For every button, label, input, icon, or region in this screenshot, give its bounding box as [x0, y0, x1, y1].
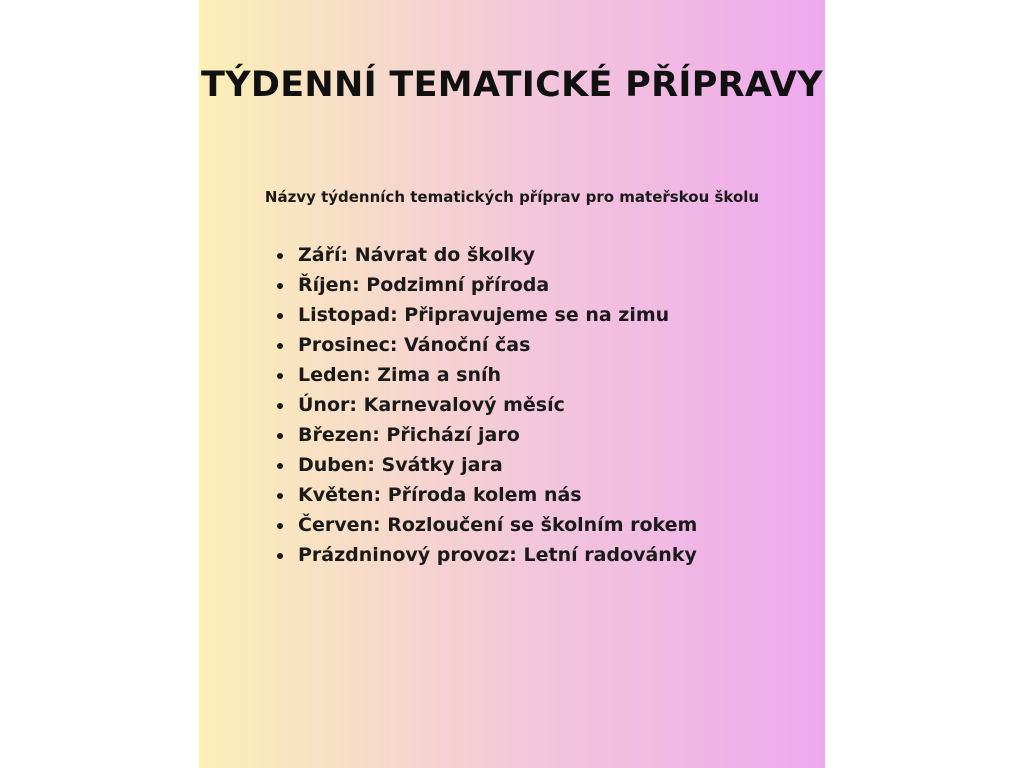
month-theme-list [271, 240, 697, 570]
list-item-text: Říjen: Podzimní příroda [298, 274, 550, 296]
bullet-icon [277, 403, 283, 409]
bullet-icon [277, 553, 283, 559]
bullet-icon [277, 523, 283, 529]
bullet-icon [277, 493, 283, 499]
list-item [271, 390, 697, 420]
list-item [271, 540, 697, 570]
bullet-icon [277, 253, 283, 259]
document-page [199, 0, 825, 768]
bullet-icon [277, 343, 283, 349]
bullet-icon [277, 313, 283, 319]
bullet-icon [277, 433, 283, 439]
list-item [271, 240, 697, 270]
list-item-text: Červen: Rozloučení se školním rokem [298, 514, 698, 536]
bullet-icon [277, 283, 283, 289]
page-subtitle: Názvy týdenních tematických příprav pro mateřskou školu [264, 188, 760, 206]
list-item [271, 420, 697, 450]
list-item-text: Květen: Příroda kolem nás [298, 484, 582, 506]
list-item [271, 360, 697, 390]
list-item [271, 300, 697, 330]
list-item [271, 480, 697, 510]
list-item-text: Únor: Karnevalový měsíc [298, 394, 565, 416]
list-item-text: Duben: Svátky jara [298, 454, 503, 476]
list-item-text: Září: Návrat do školky [298, 244, 535, 266]
list-item-text: Březen: Přichází jaro [298, 424, 520, 446]
list-item [271, 330, 697, 360]
list-item [271, 450, 697, 480]
bullet-icon [277, 373, 283, 379]
list-item [271, 270, 697, 300]
list-item-text: Prázdninový provoz: Letní radovánky [298, 544, 697, 566]
list-item-text: Prosinec: Vánoční čas [298, 334, 531, 356]
list-item-text: Leden: Zima a sníh [298, 364, 502, 386]
page-title: TÝDENNÍ TEMATICKÉ PŘÍPRAVY [201, 65, 823, 105]
list-item [271, 510, 697, 540]
list-item-text: Listopad: Připravujeme se na zimu [298, 304, 670, 326]
bullet-icon [277, 463, 283, 469]
